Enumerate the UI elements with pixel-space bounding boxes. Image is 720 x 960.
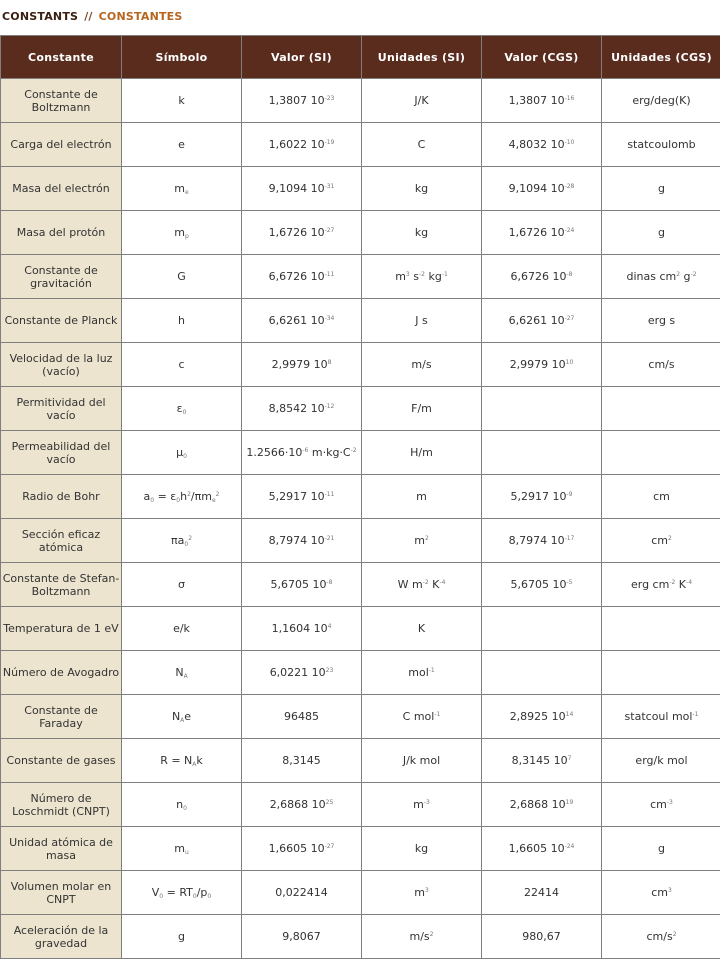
cgs-units-cell bbox=[602, 387, 720, 431]
constant-name-cell: Velocidad de la luz (vacío) bbox=[1, 343, 122, 387]
table-row bbox=[1, 387, 720, 431]
table-row bbox=[1, 299, 720, 343]
symbol-cell: $N_Ae$ bbox=[122, 695, 242, 739]
cgs-value-cell: 1,3807 $10^{-16}$ bbox=[482, 79, 602, 123]
cgs-value-cell: 8,3145 $10^7$ bbox=[482, 739, 602, 783]
si-units-cell: W $m^{-2}$ $K^{-4}$ bbox=[362, 563, 482, 607]
cgs-units-cell: $cm^3$ bbox=[602, 871, 720, 915]
si-value-cell: 6,0221 $10^{23}$ bbox=[242, 651, 362, 695]
heading-separator: // bbox=[84, 10, 93, 23]
cgs-units-cell: erg $cm^{-2}$ $K^{-4}$ bbox=[602, 563, 720, 607]
heading-english: CONSTANTS bbox=[2, 10, 79, 23]
symbol-cell: σ bbox=[122, 563, 242, 607]
cgs-value-cell: 6,6261 $10^{-27}$ bbox=[482, 299, 602, 343]
cgs-value-cell: 22414 bbox=[482, 871, 602, 915]
cgs-value-cell bbox=[482, 651, 602, 695]
cgs-value-cell: 980,67 bbox=[482, 915, 602, 959]
symbol-cell: $R = N_Ak$ bbox=[122, 739, 242, 783]
si-units-cell: $m^3$ bbox=[362, 871, 482, 915]
si-units-cell: $m/s^2$ bbox=[362, 915, 482, 959]
symbol-cell: $m_p$ bbox=[122, 211, 242, 255]
symbol-cell: $\varepsilon_0$ bbox=[122, 387, 242, 431]
si-value-cell: 1,1604 $10^4$ bbox=[242, 607, 362, 651]
symbol-cell: $n_0$ bbox=[122, 783, 242, 827]
symbol-cell: c bbox=[122, 343, 242, 387]
table-row bbox=[1, 475, 720, 519]
constant-name-cell: Temperatura de 1 eV bbox=[1, 607, 122, 651]
table-body bbox=[1, 79, 720, 959]
constant-name-cell: Masa del electrón bbox=[1, 167, 122, 211]
si-value-cell: 9,8067 bbox=[242, 915, 362, 959]
table-row bbox=[1, 783, 720, 827]
si-value-cell: 1,6726 $10^{-27}$ bbox=[242, 211, 362, 255]
column-header-si-value: Valor (SI) bbox=[242, 36, 362, 79]
si-value-cell: 1,3807 $10^{-23}$ bbox=[242, 79, 362, 123]
cgs-value-cell: 8,7974 $10^{-17}$ bbox=[482, 519, 602, 563]
cgs-units-cell: $cm^2$ bbox=[602, 519, 720, 563]
si-value-cell: 8,7974 $10^{-21}$ bbox=[242, 519, 362, 563]
cgs-value-cell: 9,1094 $10^{-28}$ bbox=[482, 167, 602, 211]
column-header-constant: Constante bbox=[1, 36, 122, 79]
cgs-units-cell: erg s bbox=[602, 299, 720, 343]
si-value-cell: 96485 bbox=[242, 695, 362, 739]
si-units-cell: J/K bbox=[362, 79, 482, 123]
column-header-symbol: Símbolo bbox=[122, 36, 242, 79]
si-value-cell: 8,8542 $10^{-12}$ bbox=[242, 387, 362, 431]
table-row bbox=[1, 607, 720, 651]
constant-name-cell: Constante de Faraday bbox=[1, 695, 122, 739]
si-units-cell: J s bbox=[362, 299, 482, 343]
si-value-cell: 1,6022 $10^{-19}$ bbox=[242, 123, 362, 167]
si-units-cell: F/m bbox=[362, 387, 482, 431]
si-units-cell: kg bbox=[362, 167, 482, 211]
si-value-cell: 2,9979 $10^8$ bbox=[242, 343, 362, 387]
cgs-value-cell bbox=[482, 607, 602, 651]
page-heading bbox=[0, 0, 720, 35]
si-units-cell: kg bbox=[362, 211, 482, 255]
si-units-cell: H/m bbox=[362, 431, 482, 475]
table-row bbox=[1, 167, 720, 211]
si-value-cell: 6,6726 $10^{-11}$ bbox=[242, 255, 362, 299]
table-row bbox=[1, 255, 720, 299]
table-header-row bbox=[1, 36, 720, 79]
column-header-cgs-value: Valor (CGS) bbox=[482, 36, 602, 79]
cgs-units-cell: cm/s bbox=[602, 343, 720, 387]
table-row bbox=[1, 739, 720, 783]
constant-name-cell: Volumen molar en CNPT bbox=[1, 871, 122, 915]
cgs-value-cell: 2,8925 $10^{14}$ bbox=[482, 695, 602, 739]
column-header-si-units: Unidades (SI) bbox=[362, 36, 482, 79]
constant-name-cell: Permeabilidad del vacío bbox=[1, 431, 122, 475]
table-row bbox=[1, 695, 720, 739]
cgs-value-cell: 1,6605 $10^{-24}$ bbox=[482, 827, 602, 871]
cgs-units-cell: dinas $cm^2$ $g^{-2}$ bbox=[602, 255, 720, 299]
si-units-cell: J/k mol bbox=[362, 739, 482, 783]
si-value-cell: 5,2917 $10^{-11}$ bbox=[242, 475, 362, 519]
si-units-cell: $m^2$ bbox=[362, 519, 482, 563]
constant-name-cell: Masa del protón bbox=[1, 211, 122, 255]
constants-table bbox=[0, 35, 720, 959]
symbol-cell: e/k bbox=[122, 607, 242, 651]
table-row bbox=[1, 123, 720, 167]
constant-name-cell: Aceleración de la gravedad bbox=[1, 915, 122, 959]
cgs-units-cell: statcoul mol$^{-1}$ bbox=[602, 695, 720, 739]
cgs-units-cell: statcoulomb bbox=[602, 123, 720, 167]
symbol-cell: $N_A$ bbox=[122, 651, 242, 695]
table-row bbox=[1, 651, 720, 695]
constant-name-cell: Número de Avogadro bbox=[1, 651, 122, 695]
table-row bbox=[1, 343, 720, 387]
cgs-value-cell: 5,2917 $10^{-9}$ bbox=[482, 475, 602, 519]
cgs-units-cell: g bbox=[602, 211, 720, 255]
table-row bbox=[1, 519, 720, 563]
si-units-cell: mol$^{-1}$ bbox=[362, 651, 482, 695]
table-row bbox=[1, 211, 720, 255]
si-value-cell: 8,3145 bbox=[242, 739, 362, 783]
si-value-cell: 9,1094 $10^{-31}$ bbox=[242, 167, 362, 211]
constant-name-cell: Constante de gases bbox=[1, 739, 122, 783]
cgs-value-cell: 4,8032 $10^{-10}$ bbox=[482, 123, 602, 167]
symbol-cell: $a_0 = \varepsilon_0h^2/\pi m_e^2$ bbox=[122, 475, 242, 519]
cgs-value-cell bbox=[482, 387, 602, 431]
cgs-value-cell bbox=[482, 431, 602, 475]
table-row bbox=[1, 827, 720, 871]
cgs-value-cell: 5,6705 $10^{-5}$ bbox=[482, 563, 602, 607]
cgs-units-cell: $cm/s^2$ bbox=[602, 915, 720, 959]
cgs-units-cell: $cm^{-3}$ bbox=[602, 783, 720, 827]
si-value-cell: $1.2566\cdot 10^{-6}$ $m\cdot kg\cdot C^{-2}$ bbox=[242, 431, 362, 475]
si-value-cell: 1,6605 $10^{-27}$ bbox=[242, 827, 362, 871]
constant-name-cell: Constante de Planck bbox=[1, 299, 122, 343]
symbol-cell: k bbox=[122, 79, 242, 123]
constant-name-cell: Carga del electrón bbox=[1, 123, 122, 167]
cgs-units-cell: g bbox=[602, 167, 720, 211]
table-row bbox=[1, 871, 720, 915]
si-units-cell: $m^{-3}$ bbox=[362, 783, 482, 827]
constant-name-cell: Unidad atómica de masa bbox=[1, 827, 122, 871]
cgs-units-cell bbox=[602, 431, 720, 475]
constant-name-cell: Permitividad del vacío bbox=[1, 387, 122, 431]
si-value-cell: 5,6705 $10^{-8}$ bbox=[242, 563, 362, 607]
cgs-units-cell: g bbox=[602, 827, 720, 871]
constant-name-cell: Número de Loschmidt (CNPT) bbox=[1, 783, 122, 827]
cgs-value-cell: 2,6868 $10^{19}$ bbox=[482, 783, 602, 827]
si-value-cell: 2,6868 $10^{25}$ bbox=[242, 783, 362, 827]
cgs-value-cell: 6,6726 $10^{-8}$ bbox=[482, 255, 602, 299]
symbol-cell: G bbox=[122, 255, 242, 299]
si-units-cell: m/s bbox=[362, 343, 482, 387]
cgs-units-cell: cm bbox=[602, 475, 720, 519]
cgs-units-cell: erg/k mol bbox=[602, 739, 720, 783]
cgs-value-cell: 2,9979 $10^{10}$ bbox=[482, 343, 602, 387]
cgs-units-cell bbox=[602, 651, 720, 695]
cgs-value-cell: 1,6726 $10^{-24}$ bbox=[482, 211, 602, 255]
symbol-cell: $m_u$ bbox=[122, 827, 242, 871]
si-units-cell: m bbox=[362, 475, 482, 519]
si-units-cell: C mol$^{-1}$ bbox=[362, 695, 482, 739]
constant-name-cell: Radio de Bohr bbox=[1, 475, 122, 519]
symbol-cell: $\mu_0$ bbox=[122, 431, 242, 475]
si-value-cell: 6,6261 $10^{-34}$ bbox=[242, 299, 362, 343]
si-units-cell: C bbox=[362, 123, 482, 167]
symbol-cell: $V_0 = RT_0/p_0$ bbox=[122, 871, 242, 915]
symbol-cell: $m_e$ bbox=[122, 167, 242, 211]
si-units-cell: K bbox=[362, 607, 482, 651]
constant-name-cell: Sección eficaz atómica bbox=[1, 519, 122, 563]
cgs-units-cell: erg/deg(K) bbox=[602, 79, 720, 123]
symbol-cell: $\pi a_0^2$ bbox=[122, 519, 242, 563]
si-value-cell: 0,022414 bbox=[242, 871, 362, 915]
constant-name-cell: Constante de Stefan-Boltzmann bbox=[1, 563, 122, 607]
column-header-cgs-units: Unidades (CGS) bbox=[602, 36, 720, 79]
table-row bbox=[1, 79, 720, 123]
symbol-cell: g bbox=[122, 915, 242, 959]
table-row bbox=[1, 915, 720, 959]
constant-name-cell: Constante de Boltzmann bbox=[1, 79, 122, 123]
symbol-cell: e bbox=[122, 123, 242, 167]
heading-spanish: CONSTANTES bbox=[98, 10, 183, 23]
table-row bbox=[1, 563, 720, 607]
symbol-cell: h bbox=[122, 299, 242, 343]
cgs-units-cell bbox=[602, 607, 720, 651]
constant-name-cell: Constante de gravitación bbox=[1, 255, 122, 299]
table-row bbox=[1, 431, 720, 475]
si-units-cell: $m^3$ $s^{-2}$ $kg^{-1}$ bbox=[362, 255, 482, 299]
si-units-cell: kg bbox=[362, 827, 482, 871]
